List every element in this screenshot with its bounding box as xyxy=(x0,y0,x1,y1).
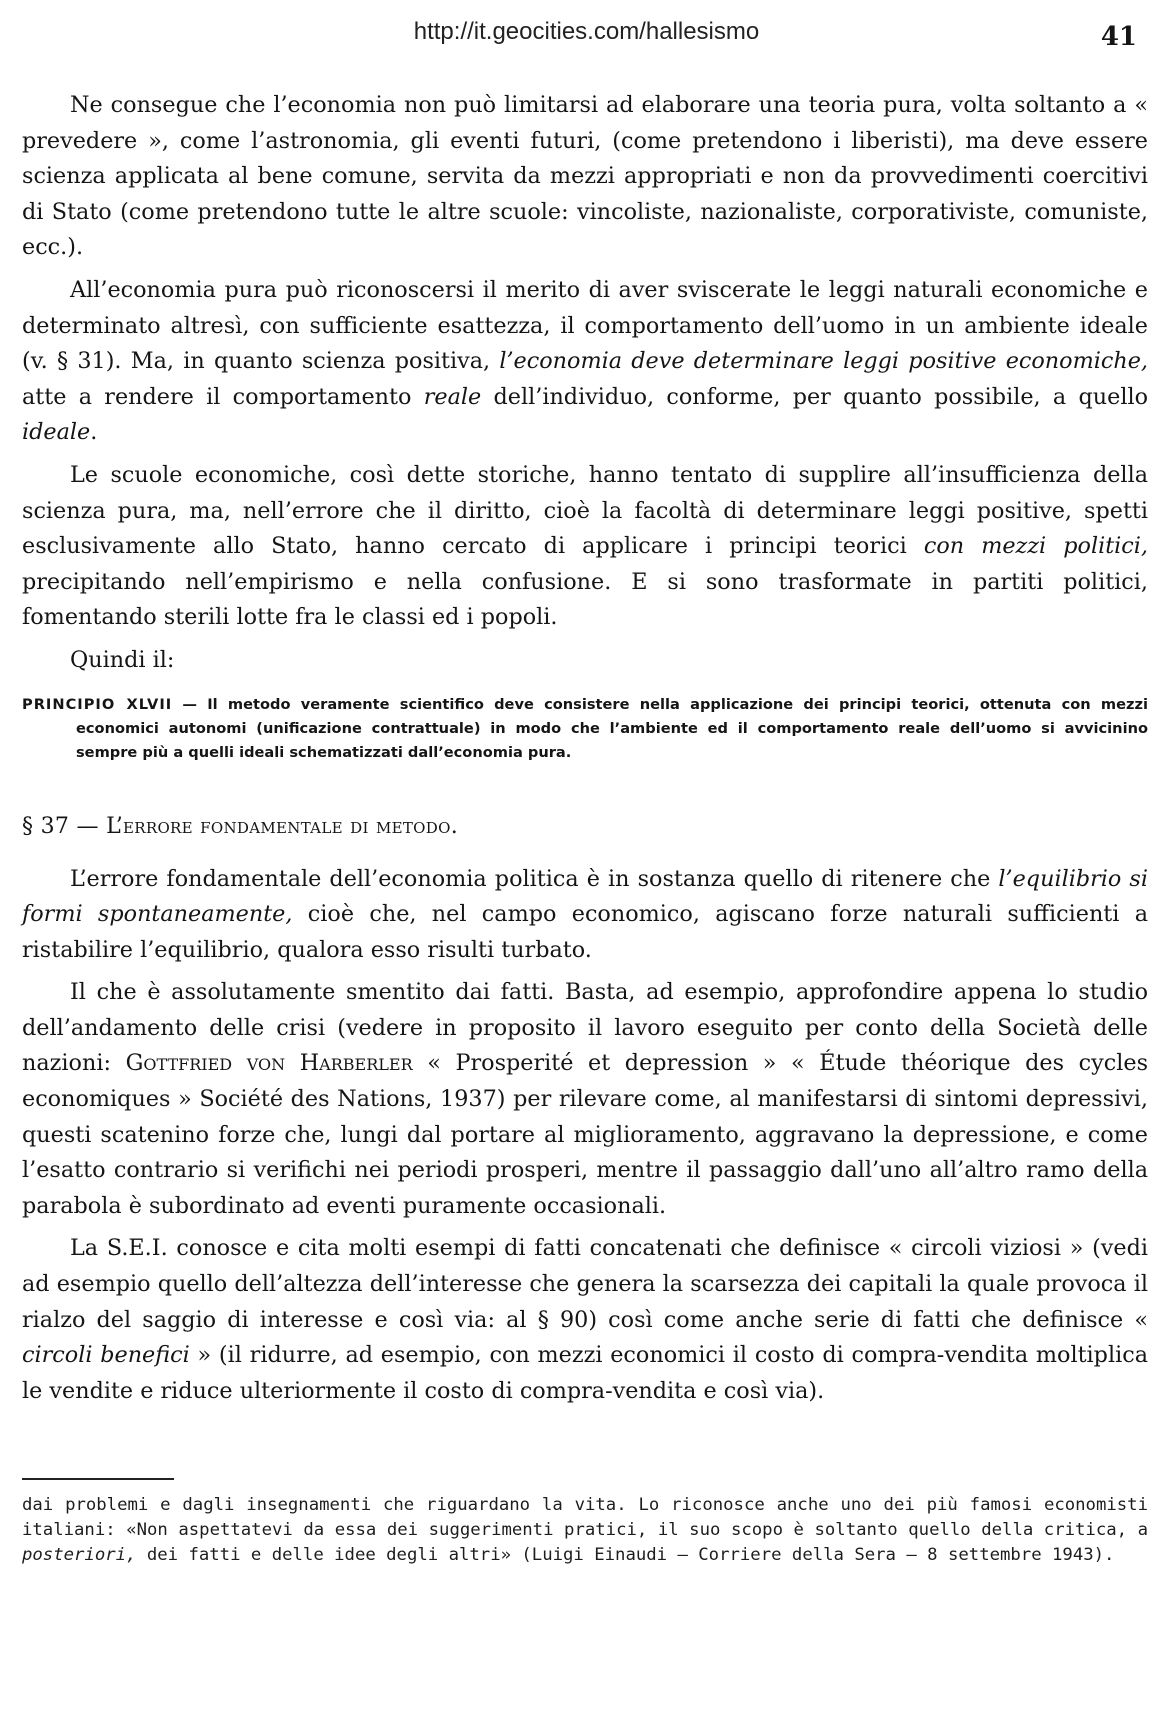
footnote-divider xyxy=(22,1478,174,1480)
p3-text-a: Le scuole economiche, così dette storiche, hanno tentato di supplire all’insufficienza della scienza pura, ma, nell’errore che il diritto, cioè la facoltà di determinare leggi positive, spetti esclusivamente allo Stato, hanno cercato di applicare i principi teorici xyxy=(22,461,1148,560)
p2-italic-b: l’economia deve determinare leggi positive economiche, xyxy=(499,348,1148,375)
p2-italic-d: reale xyxy=(423,383,482,410)
p2-italic-f: ideale xyxy=(22,419,91,446)
p2-text-g: . xyxy=(90,419,98,446)
p2-text-a: All’economia pura può riconoscersi il merito di aver sviscerate le leggi naturali economiche e determinato altresì, con sufficiente esattezza, il comportamento dell’uomo in un ambiente ideale (v. § 31). Ma, in quanto scienza positiva, xyxy=(22,276,1148,375)
footnote-italic-b: posteriori, xyxy=(22,1545,137,1565)
p6-text-a: Il che è assolutamente smentito dai fatti. Basta, ad esempio, approfondire appena lo studio dell’andamento delle crisi (vedere in proposito il lavoro eseguito per conto della Società delle nazioni: xyxy=(22,979,1148,1077)
paragraph-5 xyxy=(22,862,1148,969)
main-text xyxy=(22,88,1148,1416)
paragraph-4: Quindi il: xyxy=(70,646,175,673)
principle-block xyxy=(22,693,1148,765)
p7-text-c: » (il ridurre, ad esempio, con mezzi economici il costo di compra-vendita moltiplica le vendite e riduce ulteriormente il costo di compra-vendita e così via). xyxy=(22,1342,1149,1404)
page-number: 41 xyxy=(1100,22,1137,52)
paragraph-7 xyxy=(22,1231,1148,1409)
footnote-text-c: dei fatti e delle idee degli altri» (Luigi Einaudi — Corriere della Sera — 8 settembre 1943). xyxy=(136,1545,1115,1565)
p3-italic-b: con mezzi politici, xyxy=(923,533,1149,560)
paragraph-3 xyxy=(22,458,1148,636)
section-number: § 37 xyxy=(22,813,70,839)
principle-label: PRINCIPIO XLVII xyxy=(22,695,173,713)
footnote xyxy=(22,1493,1148,1568)
p7-text-a: La S.E.I. conosce e cita molti esempi di fatti concatenati che definisce « circoli viziosi » (vedi ad esempio quello dell’altezza dell’interesse che genera la scarsezza dei capitali la quale provoca il rialzo del saggio di interesse e così via: al § 90) così come anche serie di fatti che definisce « xyxy=(22,1235,1148,1333)
page-url: http://it.geocities.com/hallesismo xyxy=(413,18,760,45)
footnote-text-a: dai problemi e dagli insegnamenti che riguardano la vita. Lo riconosce anche uno dei più famosi economisti italiani: «Non aspettatevi da essa dei suggerimenti pratici, il suo scopo è soltanto quello della critica, a xyxy=(22,1495,1148,1540)
section-heading xyxy=(22,809,1148,844)
section-title: — L’errore fondamentale di metodo. xyxy=(76,813,458,839)
p6-text-c: « Prosperité et depression » « Étude théorique des cycles economiques » Société des Nations, 1937) per rilevare come, al manifestarsi di sintomi depressivi, questi scatenino forze che, lungi dal portare al miglioramento, aggravano la depressione, e come l’esatto contrario si verifichi nei periodi prosperi, mentre il passaggio dall’uno all’altro ramo della parabola è subordinato ad eventi puramente occasionali. xyxy=(22,1050,1149,1219)
p5-italic-b: l’equilibrio si formi spontaneamente, xyxy=(22,865,1148,928)
p5-text-a: L’errore fondamentale dell’economia politica è in sostanza quello di ritenere che xyxy=(70,865,999,892)
p5-text-c: cioè che, nel campo economico, agiscano forze naturali sufficienti a ristabilire l’equilibrio, qualora esso risulti turbato. xyxy=(22,901,1149,963)
paragraph-6 xyxy=(22,975,1148,1224)
p2-text-c: atte a rendere il comportamento xyxy=(22,383,424,410)
paragraph-2 xyxy=(22,273,1148,451)
paragraph-1: Ne consegue che l’economia non può limitarsi ad elaborare una teoria pura, volta soltanto a « prevedere », come l’astronomia, gli eventi futuri, (come pretendono i liberisti), ma deve essere scienza applicata al bene comune, servita da mezzi appropriati e non da provvedimenti coercitivi di Stato (come pretendono tutte le altre scuole: vincoliste, nazionaliste, corporativiste, comuniste, ecc.). xyxy=(22,92,1148,261)
p2-text-e: dell’individuo, conforme, per quanto possibile, a quello xyxy=(481,383,1149,410)
p7-italic-b: circoli benefici xyxy=(22,1342,190,1369)
p6-author: Gottfried von Harberler xyxy=(125,1050,413,1077)
principle-text: — Il metodo veramente scientifico deve consistere nella applicazione dei principi teorici, ottenuta con mezzi economici autonomi (unificazione contrattuale) in modo che l’ambiente ed il comportamento reale dell’uomo si avvicinino sempre più a quelli ideali schematizzati dall’economia pura. xyxy=(76,695,1148,761)
p3-text-c: precipitando nell’empirismo e nella confusione. E si sono trasformate in partiti politici, fomentando sterili lotte fra le classi ed i popoli. xyxy=(22,568,1148,631)
